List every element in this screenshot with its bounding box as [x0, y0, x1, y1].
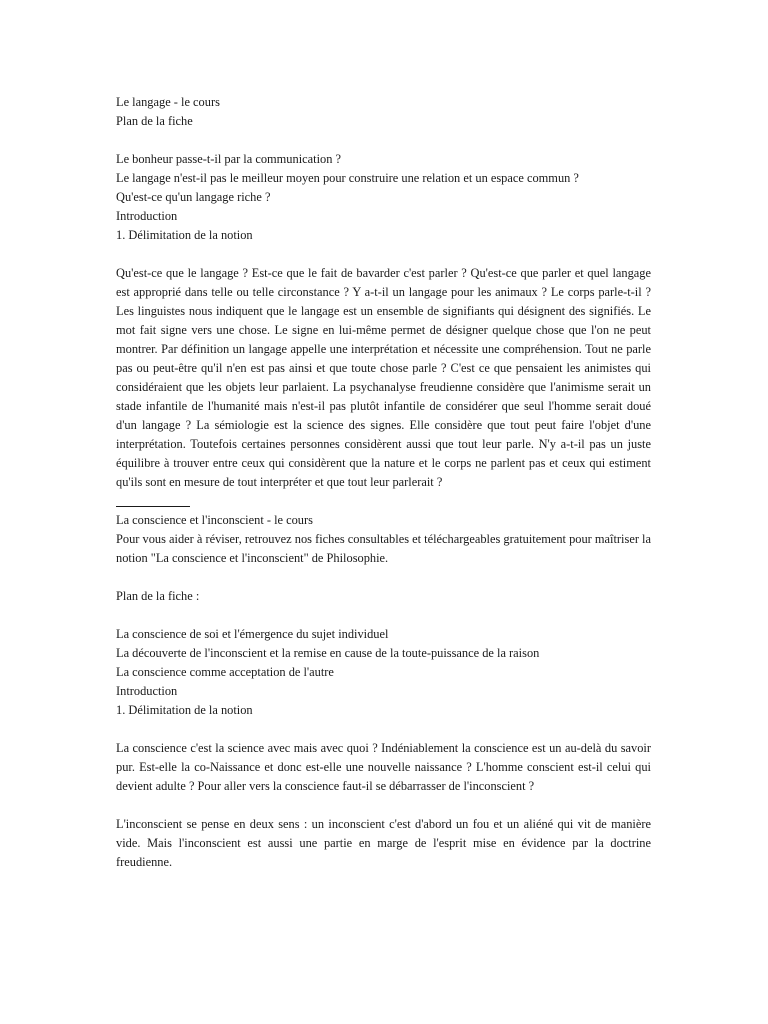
- doc2-plan-item: 1. Délimitation de la notion: [116, 703, 253, 717]
- blank-line: [116, 796, 651, 815]
- doc1-plan-item: Qu'est-ce qu'un langage riche ?: [116, 190, 271, 204]
- blank-line: [116, 720, 651, 739]
- document-page: [116, 93, 651, 872]
- doc1-plan-label: Plan de la fiche: [116, 114, 193, 128]
- doc2-plan-item: La découverte de l'inconscient et la remise en cause de la toute-puissance de la raison: [116, 646, 540, 660]
- doc2-paragraph-1: La conscience c'est la science avec mais avec quoi ? Indéniablement la conscience est un au-delà du savoir pur. Est-elle la co-Naissance et donc est-elle une nouvelle naissance ? L'homme conscient est-il celui qui devient adulte ? Pour aller vers la conscience faut-il se débarrasser de l'inconscient ?: [116, 741, 651, 793]
- doc1-plan-item: Le langage n'est-il pas le meilleur moyen pour construire une relation et un espace commun ?: [116, 171, 579, 185]
- section-divider: [116, 492, 190, 511]
- doc2-plan-item: La conscience de soi et l'émergence du sujet individuel: [116, 627, 389, 641]
- blank-line: [116, 606, 651, 625]
- doc2-plan-label: Plan de la fiche :: [116, 589, 200, 603]
- doc2-paragraph-2: L'inconscient se pense en deux sens : un inconscient c'est d'abord un fou et un aliéné qui vit de manière vide. Mais l'inconscient est aussi une partie en marge de l'esprit mise en évidence par la doctrine freudienne.: [116, 817, 651, 869]
- doc2-title: La conscience et l'inconscient - le cours: [116, 513, 313, 527]
- blank-line: [116, 245, 651, 264]
- doc1-plan-item: Introduction: [116, 209, 178, 223]
- blank-line: [116, 568, 651, 587]
- doc2-plan-item: La conscience comme acceptation de l'autre: [116, 665, 334, 679]
- doc2-intro: Pour vous aider à réviser, retrouvez nos fiches consultables et téléchargeables gratuitement pour maîtriser la notion "La conscience et l'inconscient" de Philosophie.: [116, 532, 651, 565]
- doc1-title: Le langage - le cours: [116, 95, 220, 109]
- blank-line: [116, 131, 651, 150]
- doc1-paragraph: Qu'est-ce que le langage ? Est-ce que le fait de bavarder c'est parler ? Qu'est-ce que parler et quel langage est approprié dans telle ou telle circonstance ? Y a-t-il un langage pour les animaux ? Le corps parle-t-il ? Les linguistes nous indiquent que le langage est un ensemble de signifiants qui désignent des signifiés. Le mot fait signe vers une chose. Le signe en lui-même permet de désigner quelque chose que l'on ne peut montrer. Par définition un langage appelle une interprétation et nécessite une compréhension. Tout ne parle pas ou peut-être qu'il n'en est pas ainsi et que toute chose parle ? C'est ce que pensaient les animistes qui considéraient que les objets leur parlaient. La psychanalyse freudienne considère que l'animisme serait un stade infantile de l'humanité mais n'est-il pas plutôt infantile de considérer que seul l'homme serait doué d'un langage ? La sémiologie est la science des signes. Elle considère que tout peut faire l'objet d'une interprétation. Toutefois certaines personnes considèrent aussi que tout leur parle. N'y a-t-il pas un juste équilibre à trouver entre ceux qui considèrent que la nature et le corps ne parlent pas et ceux qui estiment qu'ils sont en mesure de tout interpréter et que tout leur parlerait ?: [116, 266, 651, 489]
- doc2-plan-item: Introduction: [116, 684, 178, 698]
- doc1-plan-item: Le bonheur passe-t-il par la communication ?: [116, 152, 342, 166]
- doc1-plan-item: 1. Délimitation de la notion: [116, 228, 253, 242]
